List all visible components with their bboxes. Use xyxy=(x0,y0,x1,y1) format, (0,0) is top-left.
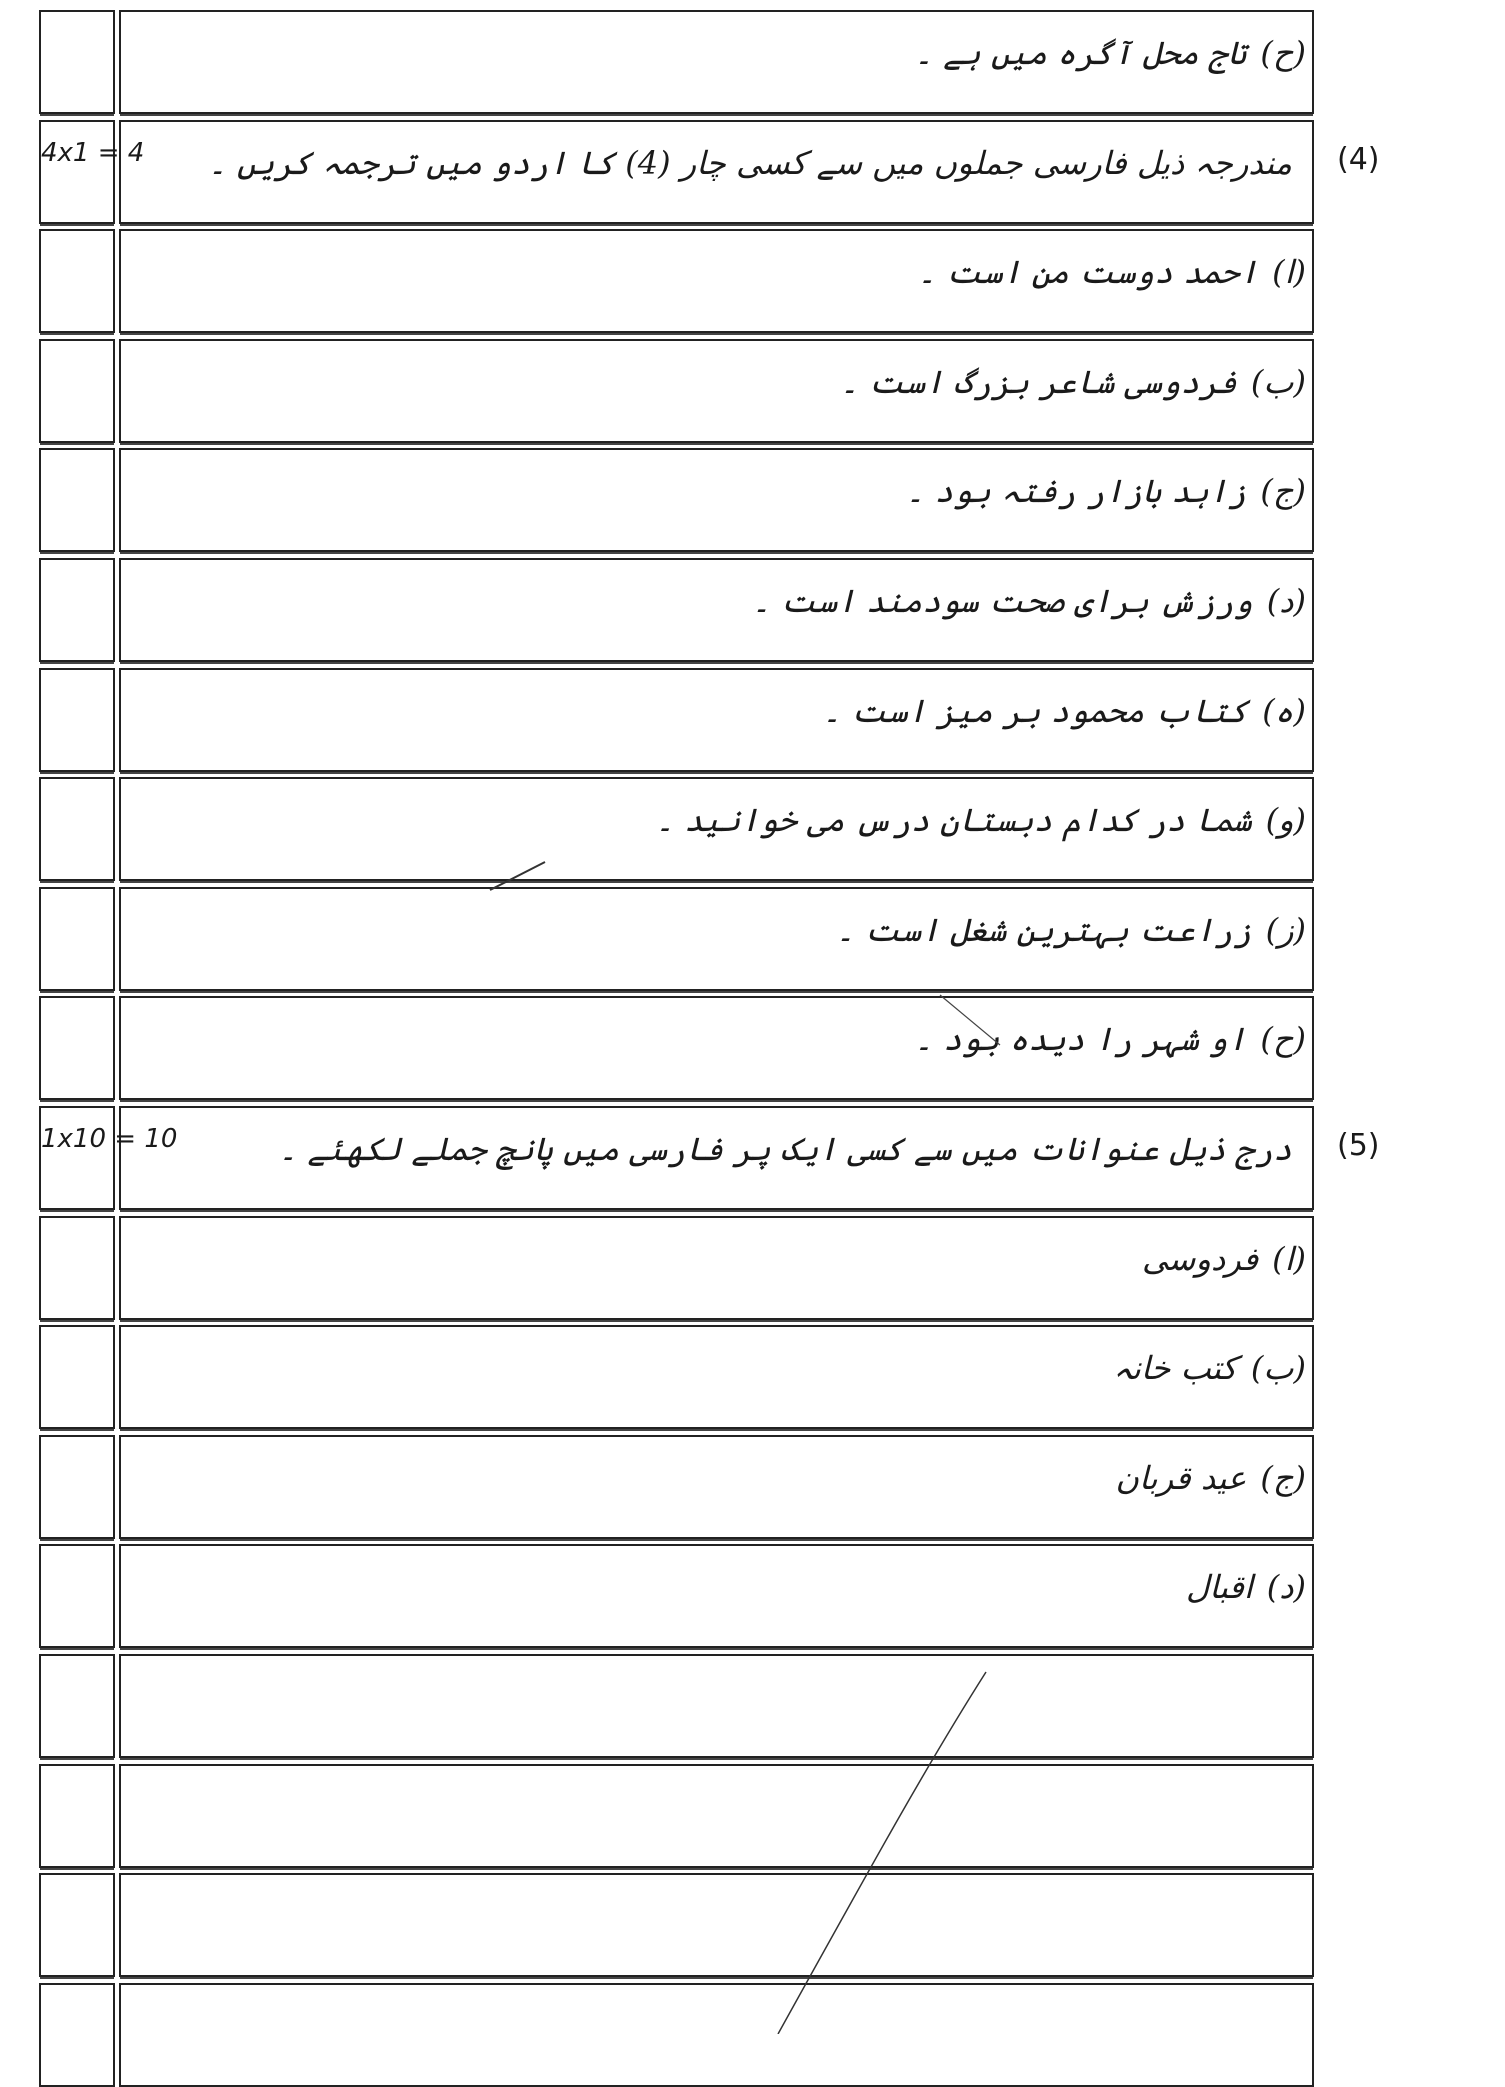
marks-cell xyxy=(39,1325,115,1429)
marks-cell xyxy=(39,448,115,552)
table-row xyxy=(39,668,1314,772)
table-row xyxy=(39,448,1314,552)
question-text xyxy=(917,253,1306,291)
question-text xyxy=(1186,1568,1306,1606)
table-row xyxy=(39,120,1380,224)
marks-cell xyxy=(39,120,115,224)
question-text xyxy=(914,34,1306,72)
question-text xyxy=(1292,1678,1306,1716)
item-label: (ہ) xyxy=(1262,691,1306,730)
table-row xyxy=(39,1435,1314,1539)
table-row xyxy=(39,1325,1314,1429)
question-cell xyxy=(119,10,1314,114)
question-text xyxy=(1292,1897,1306,1935)
question-text xyxy=(1292,2007,1306,2045)
marks-allocation: 4x1 = 4 xyxy=(41,137,145,168)
question-text xyxy=(752,582,1306,620)
item-label: (د) xyxy=(1266,1568,1306,1607)
marks-cell xyxy=(39,1873,115,1977)
question-cell xyxy=(119,1106,1314,1210)
question-cell xyxy=(119,120,1314,224)
question-text xyxy=(906,472,1306,510)
question-cell xyxy=(119,1983,1314,2087)
table-row xyxy=(39,558,1314,662)
item-text: زراعت بہترین شغل است ۔ xyxy=(835,910,1252,949)
question-text xyxy=(822,692,1306,730)
table-row xyxy=(39,887,1314,991)
item-label: (ج) xyxy=(1260,1458,1306,1497)
item-text: اقبال xyxy=(1185,1568,1253,1607)
question-cell xyxy=(119,887,1314,991)
table-row xyxy=(39,996,1314,1100)
table-row xyxy=(39,777,1314,881)
item-label: (ا) xyxy=(1272,253,1306,292)
item-text: مندرجہ ذیل فارسی جملوں میں سے کسی چار (4) کا اردو میں ترجمہ کریں ۔ xyxy=(208,143,1292,182)
marks-cell xyxy=(39,10,115,114)
marks-cell xyxy=(39,1106,115,1210)
table-row xyxy=(39,1873,1314,1977)
item-label: (ب) xyxy=(1250,1349,1306,1388)
item-text: کتب خانہ xyxy=(1113,1349,1237,1388)
question-text xyxy=(840,363,1306,401)
table-row xyxy=(39,1106,1380,1210)
table-row xyxy=(39,1983,1314,2087)
question-number: (5) xyxy=(1337,1128,1380,1163)
item-label: (ز) xyxy=(1265,910,1306,949)
question-cell xyxy=(119,1544,1314,1648)
question-cell xyxy=(119,339,1314,443)
question-cell xyxy=(119,1764,1314,1868)
question-cell xyxy=(119,1435,1314,1539)
item-text: احمد دوست من است ۔ xyxy=(917,253,1259,292)
marks-cell xyxy=(39,1654,115,1758)
question-text xyxy=(208,144,1306,182)
marks-cell xyxy=(39,1435,115,1539)
question-text xyxy=(655,801,1306,839)
marks-cell xyxy=(39,777,115,881)
item-text: کتاب محمود بر میز است ۔ xyxy=(822,691,1249,730)
question-text xyxy=(836,911,1306,949)
table-row xyxy=(39,1654,1314,1758)
item-label: (ا) xyxy=(1272,1239,1306,1278)
item-text: ورزش برای صحت سودمند است ۔ xyxy=(751,582,1253,620)
item-label: (ج) xyxy=(1260,472,1306,511)
question-cell xyxy=(119,996,1314,1100)
question-cell xyxy=(119,448,1314,552)
question-cell xyxy=(119,558,1314,662)
question-text xyxy=(1116,1459,1306,1497)
item-label: (ح) xyxy=(1260,1020,1306,1059)
table-row xyxy=(39,1544,1314,1648)
marks-cell xyxy=(39,668,115,772)
item-text: تاج محل آگرہ میں ہے ۔ xyxy=(914,34,1247,72)
table-row xyxy=(39,1764,1314,1868)
table-row xyxy=(39,10,1314,114)
question-text xyxy=(279,1130,1306,1168)
question-number: (4) xyxy=(1337,141,1380,177)
item-text: فردوسی xyxy=(1142,1239,1259,1278)
question-cell xyxy=(119,777,1314,881)
question-text xyxy=(1142,1240,1306,1278)
marks-cell xyxy=(39,1544,115,1648)
item-label: (و) xyxy=(1265,801,1306,840)
question-cell xyxy=(119,1873,1314,1977)
item-text: فردوسی شاعر بزرگ است ۔ xyxy=(839,362,1237,401)
item-text: درج ذیل عنوانات میں سے کسی ایک پر فارسی میں پانچ جملے لکھئے ۔ xyxy=(278,1130,1292,1168)
item-label: (ح) xyxy=(1260,34,1306,72)
question-cell xyxy=(119,229,1314,333)
marks-cell xyxy=(39,229,115,333)
question-cell xyxy=(119,1216,1314,1320)
table-row xyxy=(39,229,1314,333)
marks-cell xyxy=(39,339,115,443)
item-text: عید قربان xyxy=(1115,1458,1247,1497)
item-text: او شہر را دیدہ بود ۔ xyxy=(914,1020,1247,1059)
question-cell xyxy=(119,1325,1314,1429)
question-text xyxy=(1292,1788,1306,1826)
marks-cell xyxy=(39,1216,115,1320)
item-label: (د) xyxy=(1266,582,1306,620)
marks-cell xyxy=(39,558,115,662)
question-cell xyxy=(119,668,1314,772)
question-text xyxy=(1113,1349,1306,1387)
question-cell xyxy=(119,1654,1314,1758)
marks-cell xyxy=(39,996,115,1100)
table-row xyxy=(39,1216,1314,1320)
item-text: زاہد بازار رفتہ بود ۔ xyxy=(905,472,1247,511)
table-row xyxy=(39,339,1314,443)
marks-cell xyxy=(39,887,115,991)
marks-cell xyxy=(39,1983,115,2087)
marks-allocation: 1x10 = 10 xyxy=(41,1124,178,1154)
marks-cell xyxy=(39,1764,115,1868)
item-label: (ب) xyxy=(1250,362,1306,401)
question-text xyxy=(914,1020,1306,1058)
item-text: شما در کدام دبستان درس می خوانید ۔ xyxy=(655,801,1252,840)
